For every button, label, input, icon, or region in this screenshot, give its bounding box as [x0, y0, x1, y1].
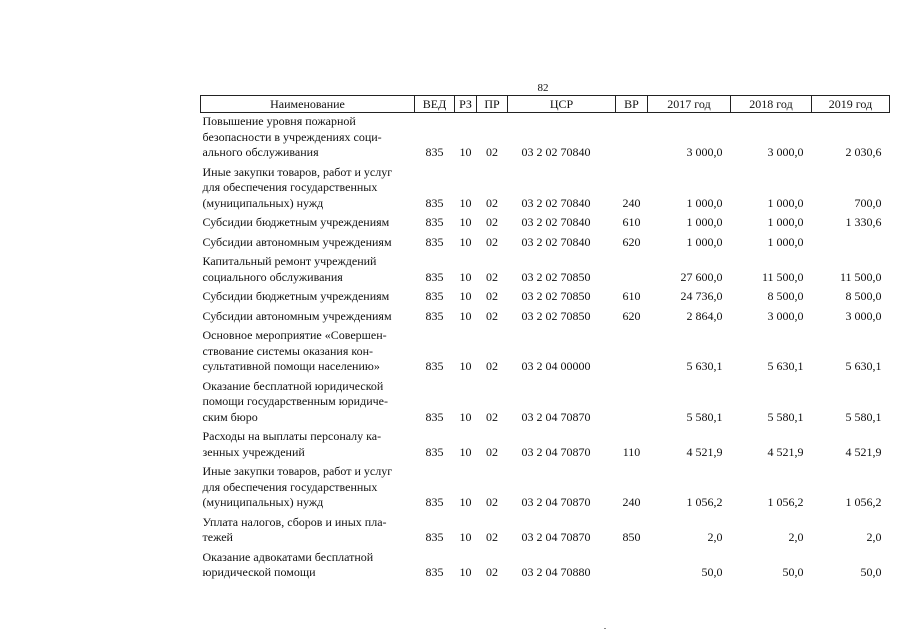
cell-rz: 10	[459, 289, 472, 303]
cell-2017: 2,0	[707, 530, 723, 544]
cell-2019: 3 000,0	[845, 308, 882, 323]
cell-vr: 620	[622, 234, 641, 249]
table-row	[201, 253, 890, 288]
header-ved: ВЕД	[415, 96, 455, 113]
cell-vr: 240	[622, 195, 641, 210]
cell-csr: 03 2 04 70870	[521, 495, 591, 509]
cell-2019: 700,0	[854, 195, 882, 210]
cell-pr: 02	[486, 234, 498, 249]
cell-2017: 1 000,0	[686, 195, 723, 210]
table-row	[201, 428, 890, 463]
table-row	[201, 463, 890, 514]
cell-pr: 02	[486, 269, 498, 284]
cell-name: Расходы на выплаты персоналу ка- зенных учреждений	[202, 429, 382, 459]
cell-2018: 5 630,1	[767, 359, 804, 373]
cell-name: Повышение уровня пожарной безопасности в учреждениях соци- ального обслуживания	[202, 114, 382, 159]
cell-name: Уплата налогов, сборов и иных пла- тежей	[202, 514, 387, 544]
cell-csr: 03 2 04 70870	[521, 530, 591, 544]
cell-pr: 02	[486, 565, 498, 579]
cell-csr: 03 2 02 70850	[521, 308, 591, 323]
cell-2019: 11 500,0	[839, 269, 882, 284]
cell-vr	[616, 549, 648, 584]
cell-name: Основное мероприятие «Совершен- ствование системы оказания кон- сультативной помощи населению»	[202, 328, 387, 373]
cell-name: Оказание бесплатной юридической помощи государственным юридиче- ским бюро	[202, 378, 388, 424]
scan-speck	[604, 628, 606, 629]
table-row	[201, 164, 890, 215]
cell-csr: 03 2 04 70870	[521, 444, 591, 459]
cell-rz: 10	[459, 308, 472, 323]
cell-rz: 10	[459, 269, 472, 284]
cell-ved: 835	[425, 308, 444, 323]
cell-2017: 1 056,2	[686, 495, 723, 509]
cell-2017: 1 000,0	[686, 234, 723, 249]
header-2018: 2018 год	[731, 96, 812, 113]
header-2017: 2017 год	[648, 96, 731, 113]
cell-2019: 8 500,0	[845, 289, 882, 303]
cell-2019: 5 580,1	[845, 409, 882, 424]
cell-2019: 50,0	[860, 565, 882, 579]
cell-ved: 835	[425, 444, 444, 459]
cell-2019: 1 056,2	[845, 495, 882, 509]
cell-pr: 02	[486, 215, 498, 229]
header-name: Наименование	[201, 96, 415, 113]
cell-name: Иные закупки товаров, работ и услуг для обеспечения государственных (муниципальных) нужд	[202, 164, 393, 210]
cell-rz: 10	[459, 215, 472, 229]
cell-ved: 835	[425, 195, 444, 210]
cell-csr: 03 2 02 70840	[521, 195, 591, 210]
cell-vr: 850	[622, 530, 641, 544]
cell-2018: 3 000,0	[767, 308, 804, 323]
cell-vr: 620	[622, 308, 641, 323]
table-row	[201, 308, 890, 328]
cell-rz: 10	[459, 565, 472, 579]
cell-vr	[616, 113, 648, 164]
header-pr: ПР	[477, 96, 508, 113]
cell-2018: 1 000,0	[767, 215, 804, 229]
cell-csr: 03 2 02 70850	[521, 289, 591, 303]
cell-pr: 02	[486, 289, 498, 303]
cell-2018: 50,0	[782, 565, 804, 579]
cell-rz: 10	[459, 195, 472, 210]
cell-rz: 10	[459, 359, 472, 373]
cell-rz: 10	[459, 145, 472, 159]
cell-csr: 03 2 04 70880	[521, 565, 591, 579]
cell-rz: 10	[459, 409, 472, 424]
cell-2017: 4 521,9	[686, 444, 723, 459]
cell-2017: 5 580,1	[686, 409, 723, 424]
cell-vr	[616, 327, 648, 378]
cell-ved: 835	[425, 359, 444, 373]
cell-pr: 02	[486, 530, 498, 544]
cell-csr: 03 2 02 70850	[521, 269, 591, 284]
cell-name: Субсидии автономным учреждениям	[202, 308, 392, 323]
cell-rz: 10	[459, 444, 472, 459]
cell-csr: 03 2 04 00000	[521, 359, 591, 373]
cell-pr: 02	[486, 409, 498, 424]
table-row	[201, 214, 890, 234]
cell-csr: 03 2 02 70840	[521, 234, 591, 249]
cell-2019: 4 521,9	[845, 444, 882, 459]
cell-ved: 835	[425, 495, 444, 509]
cell-rz: 10	[459, 530, 472, 544]
cell-2018: 8 500,0	[767, 289, 804, 303]
cell-vr: 610	[622, 215, 641, 229]
cell-vr: 610	[622, 289, 641, 303]
cell-2018: 5 580,1	[767, 409, 804, 424]
cell-2019	[812, 234, 890, 254]
cell-2017: 5 630,1	[686, 359, 723, 373]
cell-ved: 835	[425, 269, 444, 284]
cell-2018: 4 521,9	[767, 444, 804, 459]
cell-pr: 02	[486, 444, 498, 459]
table-row	[201, 327, 890, 378]
page-number: 82	[537, 82, 549, 94]
cell-2017: 1 000,0	[686, 215, 723, 229]
cell-name: Капитальный ремонт учреждений социального обслуживания	[202, 254, 377, 284]
cell-ved: 835	[425, 530, 444, 544]
cell-ved: 835	[425, 409, 444, 424]
cell-2019: 5 630,1	[845, 359, 882, 373]
header-2019: 2019 год	[812, 96, 890, 113]
table-header-row	[201, 96, 890, 113]
header-vr: ВР	[616, 96, 648, 113]
cell-name: Субсидии бюджетным учреждениям	[202, 289, 390, 303]
cell-2018: 11 500,0	[761, 269, 804, 284]
header-rz: РЗ	[455, 96, 477, 113]
cell-name: Субсидии бюджетным учреждениям	[202, 215, 390, 229]
table-row	[201, 288, 890, 308]
cell-2017: 3 000,0	[686, 145, 723, 159]
cell-vr: 110	[622, 444, 641, 459]
cell-2019: 2 030,6	[845, 145, 882, 159]
cell-2018: 2,0	[788, 530, 804, 544]
cell-csr: 03 2 02 70840	[521, 215, 591, 229]
budget-table	[200, 95, 890, 584]
cell-ved: 835	[425, 565, 444, 579]
cell-name: Субсидии автономным учреждениям	[202, 234, 392, 249]
cell-2017: 2 864,0	[686, 308, 723, 323]
cell-2019: 2,0	[866, 530, 882, 544]
cell-2017: 50,0	[701, 565, 723, 579]
cell-name: Иные закупки товаров, работ и услуг для обеспечения государственных (муниципальных) нужд	[202, 464, 393, 509]
header-csr: ЦСР	[508, 96, 616, 113]
cell-rz: 10	[459, 234, 472, 249]
cell-ved: 835	[425, 289, 444, 303]
table-row	[201, 234, 890, 254]
cell-vr: 240	[622, 495, 641, 509]
cell-pr: 02	[486, 359, 498, 373]
table-row	[201, 549, 890, 584]
cell-ved: 835	[425, 234, 444, 249]
cell-2018: 1 056,2	[767, 495, 804, 509]
cell-2018: 1 000,0	[767, 195, 804, 210]
cell-2019: 1 330,6	[845, 215, 882, 229]
cell-rz: 10	[459, 495, 472, 509]
table-body	[201, 113, 890, 584]
cell-2018: 3 000,0	[767, 145, 804, 159]
cell-ved: 835	[425, 145, 444, 159]
cell-csr: 03 2 04 70870	[521, 409, 591, 424]
cell-2017: 27 600,0	[680, 269, 723, 284]
cell-pr: 02	[486, 495, 498, 509]
table-row	[201, 514, 890, 549]
cell-2018: 1 000,0	[767, 234, 804, 249]
cell-pr: 02	[486, 308, 498, 323]
cell-csr: 03 2 02 70840	[521, 145, 591, 159]
cell-ved: 835	[425, 215, 444, 229]
cell-name: Оказание адвокатами бесплатной юридической помощи	[202, 549, 374, 579]
cell-pr: 02	[486, 195, 498, 210]
table-row	[201, 378, 890, 429]
table-row	[201, 113, 890, 164]
cell-vr	[616, 253, 648, 288]
cell-pr: 02	[486, 145, 498, 159]
cell-vr	[616, 378, 648, 429]
cell-2017: 24 736,0	[680, 289, 723, 303]
